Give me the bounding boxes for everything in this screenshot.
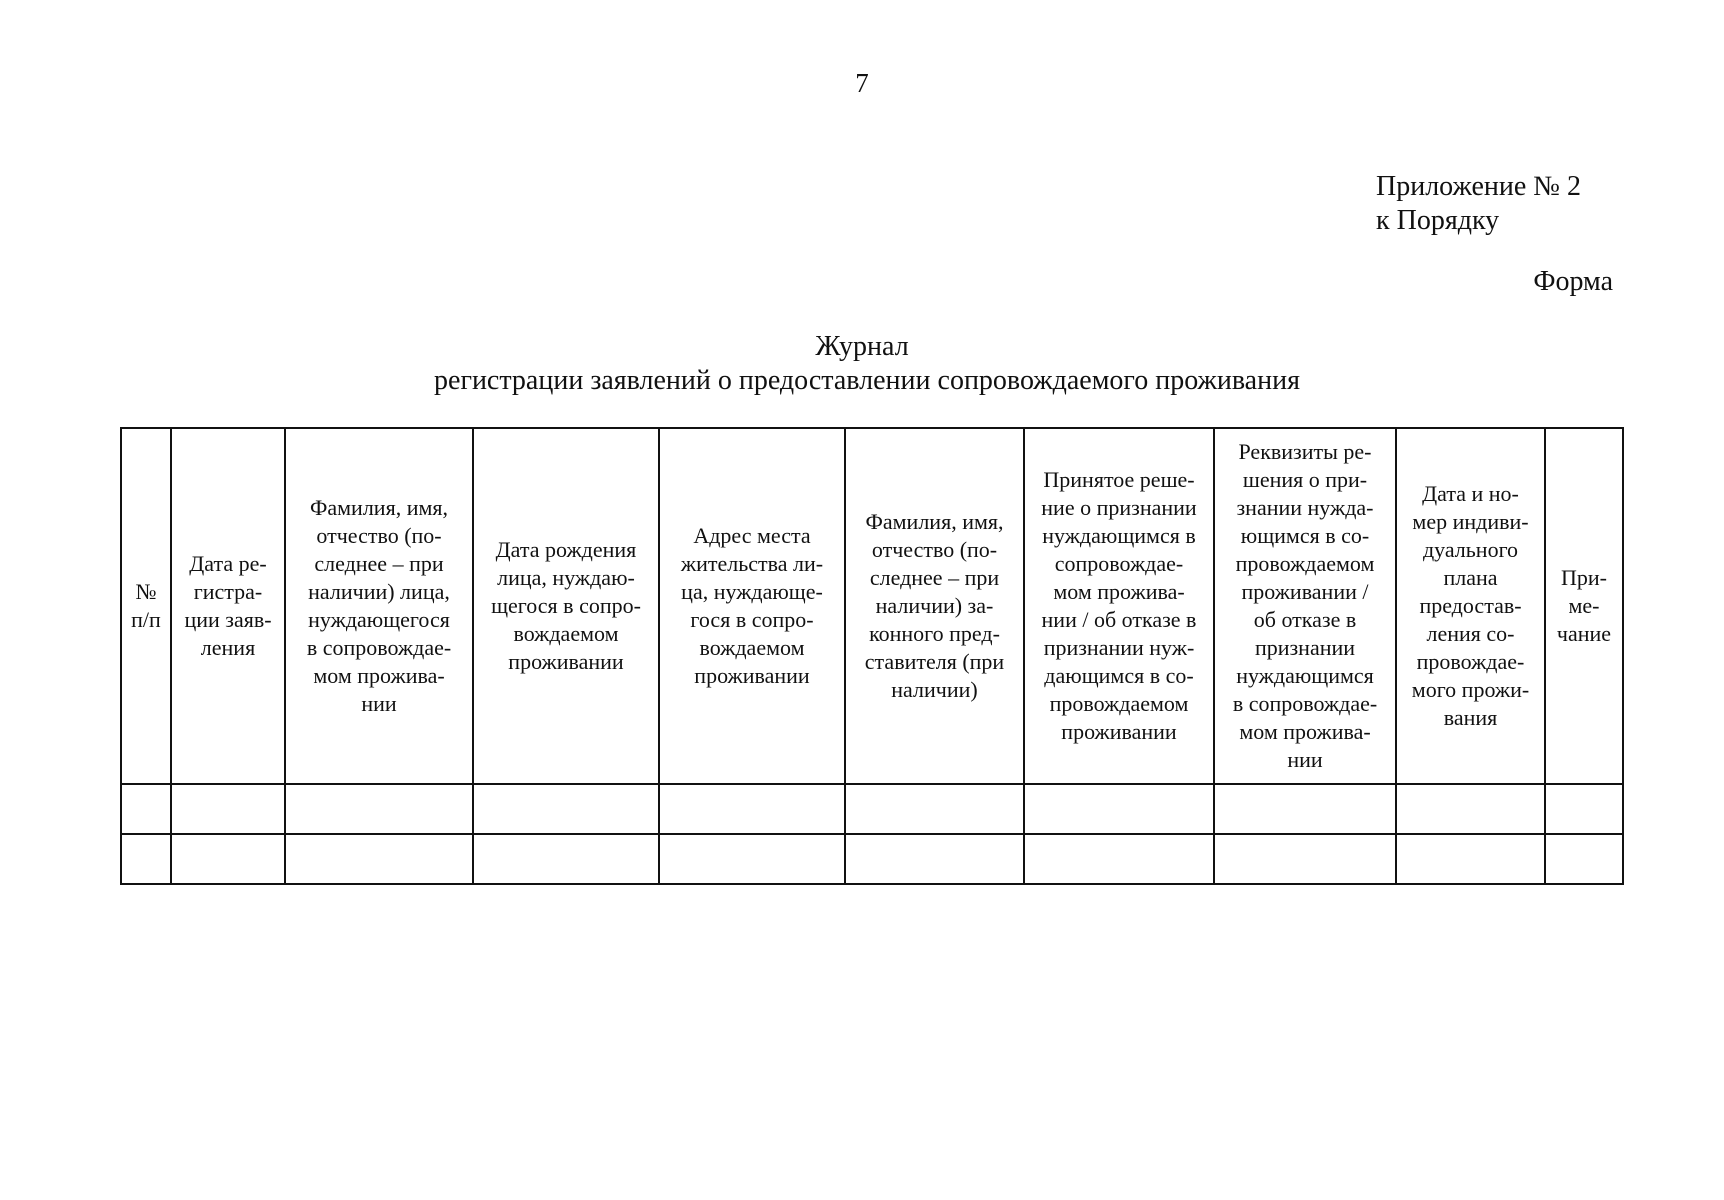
header-line: мер индиви- bbox=[1412, 509, 1529, 534]
table-cell bbox=[171, 834, 285, 884]
table-cell bbox=[1396, 834, 1545, 884]
table-cell bbox=[473, 834, 659, 884]
header-line: признании bbox=[1254, 635, 1356, 660]
header-line: гося в сопро- bbox=[690, 607, 814, 632]
table-body bbox=[121, 784, 1623, 884]
header-line: отчество (по- bbox=[316, 523, 442, 548]
header-line: Реквизиты ре- bbox=[1238, 439, 1372, 464]
header-line: предостав- bbox=[1419, 593, 1522, 618]
header-line: чание bbox=[1556, 621, 1612, 646]
header-line: ющимся в со- bbox=[1240, 523, 1370, 548]
header-line: ца, нуждающе- bbox=[681, 579, 823, 604]
header-line: отчество (по- bbox=[871, 537, 998, 562]
header-line: нуждающегося bbox=[308, 607, 450, 632]
header-line: вождаемом bbox=[699, 635, 805, 660]
header-line: дуального bbox=[1422, 537, 1519, 562]
table-cell bbox=[171, 784, 285, 834]
header-line: щегося в сопро- bbox=[491, 593, 641, 618]
journal-table bbox=[120, 427, 1624, 885]
header-line: нии bbox=[1287, 747, 1323, 772]
header-line: наличии) bbox=[891, 677, 978, 702]
header-line: ме- bbox=[1568, 593, 1600, 618]
table-cell bbox=[659, 834, 845, 884]
header-cell-decision bbox=[1024, 428, 1214, 784]
header-line: дающимся в со- bbox=[1044, 663, 1194, 688]
table-cell bbox=[285, 834, 473, 884]
table-cell bbox=[1545, 784, 1623, 834]
header-line: в сопровождае- bbox=[306, 635, 452, 660]
header-line: провождаемом bbox=[1235, 551, 1375, 576]
table-row bbox=[121, 784, 1623, 834]
header-line: нии / об отказе в bbox=[1041, 607, 1197, 632]
header-line: Дата рождения bbox=[495, 537, 637, 562]
header-line: вождаемом bbox=[513, 621, 619, 646]
form-label: Форма bbox=[1533, 266, 1613, 297]
header-line: ции заяв- bbox=[184, 607, 272, 632]
table-cell bbox=[473, 784, 659, 834]
header-line: № bbox=[135, 579, 157, 604]
header-line: ления bbox=[200, 635, 256, 660]
header-cell-note bbox=[1545, 428, 1623, 784]
header-line: Дата и но- bbox=[1422, 481, 1519, 506]
header-line: мого прожи- bbox=[1411, 677, 1530, 702]
table-cell bbox=[1396, 784, 1545, 834]
header-line: проживании bbox=[508, 649, 624, 674]
page-number: 7 bbox=[855, 68, 869, 98]
table-cell bbox=[121, 784, 171, 834]
appendix-line-2: к Порядку bbox=[1376, 205, 1500, 236]
table-cell bbox=[1024, 834, 1214, 884]
header-line: жительства ли- bbox=[680, 551, 824, 576]
header-line: знании нужда- bbox=[1236, 495, 1374, 520]
table-cell bbox=[1214, 834, 1396, 884]
table-cell bbox=[1545, 834, 1623, 884]
header-line: в сопровождае- bbox=[1232, 691, 1378, 716]
table-row bbox=[121, 834, 1623, 884]
table-cell bbox=[845, 784, 1024, 834]
header-line: следнее – при bbox=[314, 551, 444, 576]
header-line: об отказе в bbox=[1253, 607, 1357, 632]
header-line: При- bbox=[1561, 565, 1607, 590]
header-line: мом прожива- bbox=[313, 663, 445, 688]
header-cell-plan-date-number bbox=[1396, 428, 1545, 784]
header-line: мом прожива- bbox=[1239, 719, 1371, 744]
header-cell-decision-details bbox=[1214, 428, 1396, 784]
header-line: признании нуж- bbox=[1043, 635, 1195, 660]
header-line: Фамилия, имя, bbox=[865, 509, 1004, 534]
header-line: гистра- bbox=[193, 579, 263, 604]
header-line: следнее – при bbox=[869, 565, 1000, 590]
header-line: п/п bbox=[131, 607, 161, 632]
header-line: плана bbox=[1443, 565, 1498, 590]
header-cell-representative-name bbox=[845, 428, 1024, 784]
table-header-row bbox=[121, 428, 1623, 784]
header-line: Дата ре- bbox=[189, 551, 267, 576]
header-line: проживании bbox=[694, 663, 810, 688]
header-line: вания bbox=[1443, 705, 1498, 730]
header-line: Фамилия, имя, bbox=[309, 495, 449, 520]
header-cell-number bbox=[121, 428, 171, 784]
header-line: ления со- bbox=[1426, 621, 1515, 646]
header-cell-registration-date bbox=[171, 428, 285, 784]
header-line: наличии) за- bbox=[875, 593, 994, 618]
header-cell-residence-address bbox=[659, 428, 845, 784]
document-title bbox=[0, 330, 1724, 398]
header-line: провождаемом bbox=[1049, 691, 1189, 716]
header-cell-person-name bbox=[285, 428, 473, 784]
title-line-2: регистрации заявлений о предоставлении сопровождаемого проживания bbox=[434, 365, 1300, 396]
appendix-line-1: Приложение № 2 bbox=[1376, 171, 1581, 202]
header-line: нии bbox=[361, 691, 397, 716]
header-line: провождае- bbox=[1416, 649, 1525, 674]
header-line: проживании bbox=[1061, 719, 1177, 744]
header-line: мом прожива- bbox=[1053, 579, 1185, 604]
header-line: Адрес места bbox=[693, 523, 811, 548]
header-line: проживании / bbox=[1241, 579, 1369, 604]
header-line: ние о признании bbox=[1041, 495, 1197, 520]
table-cell bbox=[285, 784, 473, 834]
header-line: конного пред- bbox=[869, 621, 1000, 646]
header-line: нуждающимся в bbox=[1042, 523, 1196, 548]
table-cell bbox=[1214, 784, 1396, 834]
header-line: Принятое реше- bbox=[1043, 467, 1195, 492]
header-line: сопровождае- bbox=[1054, 551, 1184, 576]
title-line-1: Журнал bbox=[815, 331, 909, 362]
table-cell bbox=[121, 834, 171, 884]
header-line: нуждающимся bbox=[1236, 663, 1374, 688]
table-cell bbox=[1024, 784, 1214, 834]
table-cell bbox=[845, 834, 1024, 884]
table-cell bbox=[659, 784, 845, 834]
header-line: шения о при- bbox=[1242, 467, 1368, 492]
header-cell-birth-date bbox=[473, 428, 659, 784]
appendix-note bbox=[1376, 170, 1581, 238]
header-line: ставителя (при bbox=[864, 649, 1005, 674]
header-line: наличии) лица, bbox=[308, 579, 450, 604]
header-line: лица, нуждаю- bbox=[497, 565, 635, 590]
